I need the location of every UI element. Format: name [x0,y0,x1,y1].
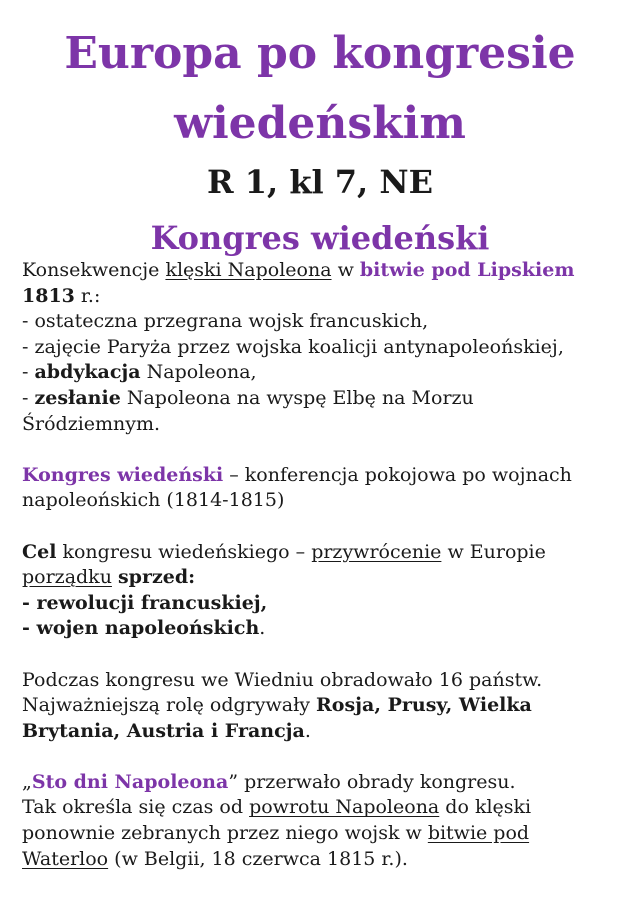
document-body [22,258,622,872]
bold-list-item: - wojen napoleońskich [22,617,260,640]
bold-text: 1813 [22,284,75,307]
spacer [22,642,622,668]
text: Tak określa się czas od [22,796,250,819]
text: ” przerwało obrady kongresu. [228,770,516,793]
spacer [22,514,622,540]
underlined-text: klęski Napoleona [165,259,332,281]
bold-list-item: - rewolucji francuskiej, [22,591,268,614]
text: Najważniejszą rolę odgrywały [22,694,317,717]
text: r.: [74,284,101,307]
highlight-term: Kongres wiedeński [22,463,224,486]
text: – konferencja pokojowa po wojnach [223,463,572,486]
underlined-text: powrotu Napoleona [249,796,440,819]
list-item [22,386,622,437]
text: kongresu wiedeńskiego – [56,540,312,563]
underlined-text: przywrócenie [311,540,442,563]
text: w Europie [441,540,546,563]
bold-text: zesłanie [34,386,121,409]
paragraph-goal [22,540,622,642]
section-heading: Kongres wiedeński [150,219,490,257]
text: „ [22,770,32,793]
bold-text: sprzed: [117,566,196,589]
underlined-text: porządku [22,566,112,589]
list-item [22,360,622,386]
text: Konsekwencje [22,259,166,281]
paragraph-participants [22,668,622,745]
list-item: - ostateczna przegrana wojsk francuskich, [22,310,429,333]
paragraph-definition [22,463,622,514]
text: Napoleona na wyspę Elbę na Morzu [120,386,474,409]
text: ponownie zebranych przez niego wojsk w [22,822,428,845]
text: napoleońskich (1814-1815) [22,489,285,512]
highlight-term: bitwie pod Lipskiem [359,259,575,281]
highlight-term: Sto dni Napoleona [31,770,229,793]
bold-text: Rosja, Prusy, Wielka [316,694,532,717]
bold-text: Brytania, Austria i Francja [22,719,305,742]
text: Podczas kongresu we Wiedniu obradowało 16 państw. [22,668,543,691]
text: Napoleona, [140,361,257,384]
bold-text: abdykacja [34,361,141,384]
spacer [22,744,622,770]
text: . [304,719,311,742]
paragraph-consequences [22,258,622,309]
text: do klęski [439,796,532,819]
text: - [22,386,35,409]
text: Śródziemnym. [22,412,161,435]
paragraph-hundred-days [22,770,622,872]
underlined-text: Waterloo [22,847,109,870]
bold-text: Cel [22,540,57,563]
text: w [331,259,360,281]
page-title-line2: wiedeńskim [174,98,466,149]
spacer [22,437,622,463]
text: - [22,361,35,384]
page-subtitle: R 1, kl 7, NE [207,163,433,201]
list-item: - zajęcie Paryża przez wojska koalicji antynapoleońskiej, [22,335,564,358]
underlined-text: bitwie pod [427,822,530,845]
page-title-line1: Europa po kongresie [64,28,576,79]
text: . [259,617,266,640]
text: (w Belgii, 18 czerwca 1815 r.). [108,847,408,870]
